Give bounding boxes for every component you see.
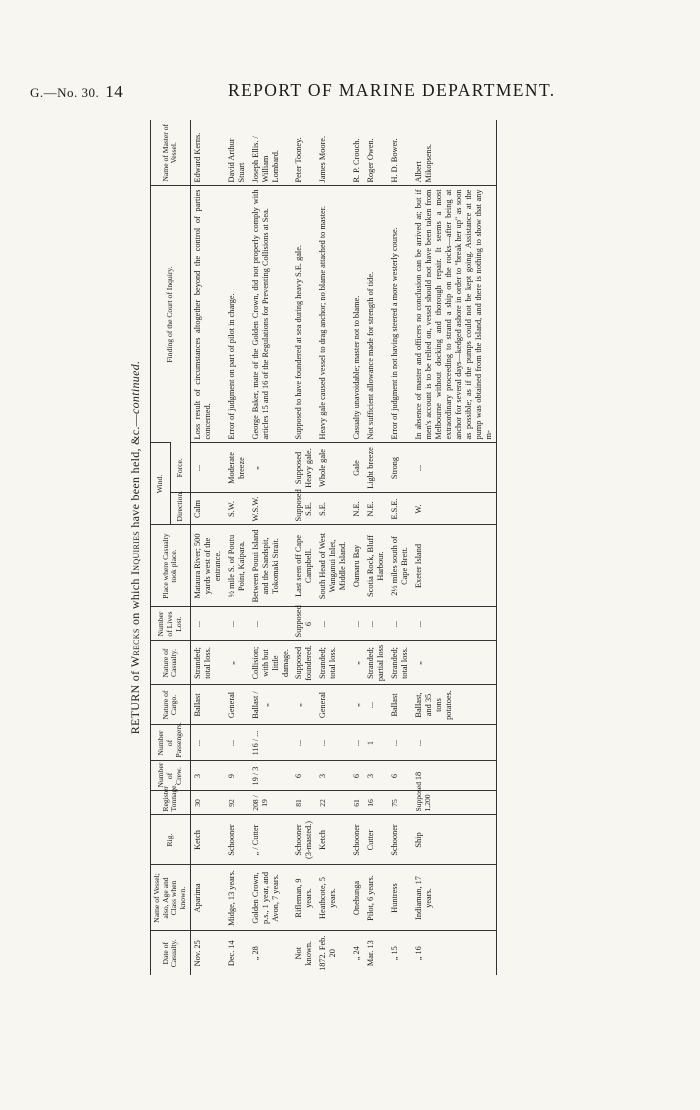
header-wind-force: Force. (170, 443, 190, 493)
header-rig: Rig. (151, 815, 191, 865)
wind-direction-cell: Supposed S.E. (292, 493, 316, 525)
cargo-cell: General (316, 685, 350, 725)
tonnage-cell: 208 / 19 (249, 791, 293, 815)
place-cell: Mataura River; 500 yards west of the entrance. (190, 525, 224, 607)
cargo-cell: Ballast / „ (249, 685, 293, 725)
crew-cell: 6 (388, 761, 412, 791)
casualty-cell: „ (225, 641, 249, 685)
wind-direction-cell: S.W. (225, 493, 249, 525)
passengers-cell: ... (350, 725, 364, 761)
place-cell: South Head of West Wanganui Inlet, Middle Island. (316, 525, 350, 607)
header-place: Place where Casualty took place. (151, 525, 191, 607)
tonnage-cell: 61 (350, 791, 364, 815)
casualty-cell: Stranded; partial loss (364, 641, 388, 685)
vessel-cell: Indiaman, 17 years. (412, 865, 496, 931)
casualty-cell: Collision; with but little damage. (249, 641, 293, 685)
wind-direction-cell: W. (412, 493, 496, 525)
master-cell: Roger Owen. (366, 138, 376, 183)
header-wind-direction: Direction. (170, 493, 190, 525)
rig-cell: Ketch (190, 815, 224, 865)
rig-cell: Schooner (350, 815, 364, 865)
date-cell: Dec. 14 (225, 931, 249, 975)
passengers-cell: ... (292, 725, 316, 761)
wrecks-table (150, 120, 497, 975)
table-row (350, 120, 364, 975)
lives-lost-cell: ... (225, 607, 249, 641)
rig-cell: Ship (412, 815, 496, 865)
passengers-cell: ... (190, 725, 224, 761)
master-cell: Albert Mikopsens. (412, 120, 496, 186)
wind-direction-cell: N.E. (364, 493, 388, 525)
vessel-cell: Midge, 13 years. (225, 865, 249, 931)
header-passengers: Number of Passengers. (151, 725, 191, 761)
table-row (225, 120, 249, 975)
passengers-cell: 116 / ... (249, 725, 293, 761)
passengers-cell: ... (412, 725, 496, 761)
rig-cell: Schooner (225, 815, 249, 865)
rotated-return-table (128, 120, 643, 975)
cargo-cell: „ (292, 685, 316, 725)
document-reference: G.—No. 30. 14 (30, 82, 124, 101)
cargo-cell: „ (350, 685, 364, 725)
casualty-cell: „ (350, 641, 364, 685)
table-row (412, 120, 496, 975)
date-cell: Nov. 25 (190, 931, 224, 975)
crew-cell: 3 (190, 761, 224, 791)
master-cell: Peter Tooney. (294, 137, 304, 183)
master-cell: H. D. Bower. (390, 138, 400, 183)
rig-cell: Schooner (3-masted.) (292, 815, 316, 865)
wind-force-cell: Supposed Heavy gale. (292, 443, 316, 493)
header-casualty: Nature of Casualty. (151, 641, 191, 685)
crew-cell: 18 (412, 761, 496, 791)
casualty-cell: Stranded; total loss. (316, 641, 350, 685)
date-cell: „ 15 (388, 931, 412, 975)
wind-direction-cell: W.S.W. (249, 493, 293, 525)
wind-force-cell: ... (412, 443, 496, 493)
wind-force-cell: Strong (388, 443, 412, 493)
cargo-cell: General (225, 685, 249, 725)
crew-cell: 3 (364, 761, 388, 791)
wind-direction-cell: E.S.E. (388, 493, 412, 525)
passengers-cell: 1 (364, 725, 388, 761)
report-title: REPORT OF MARINE DEPARTMENT. (228, 80, 556, 100)
cargo-cell: Ballast (190, 685, 224, 725)
cargo-cell: Ballast (388, 685, 412, 725)
place-cell: Exeter Island (412, 525, 496, 607)
passengers-cell: ... (316, 725, 350, 761)
table-row (292, 120, 316, 975)
rig-cell: Ketch (316, 815, 350, 865)
table-row (364, 120, 388, 975)
table-row (316, 120, 350, 975)
wind-direction-cell: N.E. (350, 493, 364, 525)
master-cell: R. P. Crouch. (352, 138, 362, 183)
tonnage-cell: 16 (364, 791, 388, 815)
tonnage-cell: 92 (225, 791, 249, 815)
place-cell: Last seen off Cape Campbell. (292, 525, 316, 607)
wind-direction-cell: S.E. (316, 493, 350, 525)
lives-lost-cell: ... (364, 607, 388, 641)
wind-force-cell: ... (190, 443, 224, 493)
casualty-cell: Stranded; total loss. (190, 641, 224, 685)
header-tonnage: Register Tonnage. (151, 791, 191, 815)
wind-force-cell: Moderate breeze (225, 443, 249, 493)
date-cell: „ 16 (412, 931, 496, 975)
place-cell: 2½ miles south of Cape Brett. (388, 525, 412, 607)
wind-direction-cell: Calm (190, 493, 224, 525)
crew-cell: 19 / 3 (249, 761, 293, 791)
lives-lost-cell: ... (316, 607, 350, 641)
table-caption: RETURN of Wrecks on which Inquiries have been held, &c.—continued. (128, 360, 142, 735)
finding-cell: Supposed to have foundered at sea during heavy S.E. gale. (292, 186, 316, 443)
place-cell: ½ mile S. of Poutu Point, Kaipara. (225, 525, 249, 607)
vessel-cell: Aparima (190, 865, 224, 931)
cargo-cell: ... (364, 685, 388, 725)
header-vessel: Name of Vessel; also, Age and Class when known. (151, 865, 191, 931)
wind-force-cell: Light breeze (364, 443, 388, 493)
header-cargo: Nature of Cargo. (151, 685, 191, 725)
header-master: Name of Master of Vessel. (151, 120, 191, 186)
vessel-cell: Huntress (388, 865, 412, 931)
lives-lost-cell: ... (388, 607, 412, 641)
date-cell: „ 24 (350, 931, 364, 975)
lives-lost-cell: ... (190, 607, 224, 641)
vessel-cell: Rifleman, 9 years. (292, 865, 316, 931)
page-number: 14 (105, 82, 124, 101)
master-cell: Edward Kerns. (192, 132, 202, 183)
rig-cell: Schooner (388, 815, 412, 865)
finding-cell: Error of judgment in not having steered a more westerly course. (388, 186, 412, 443)
header-finding: Finding of the Court of Inquiry. (151, 186, 191, 443)
wind-force-cell: Gale (350, 443, 364, 493)
rig-cell: Cutter (364, 815, 388, 865)
tonnage-cell: 75 (388, 791, 412, 815)
table-row (249, 120, 293, 975)
finding-cell: Not sufficient allowance made for strength of tide. (364, 186, 388, 443)
wind-force-cell: Whole gale (316, 443, 350, 493)
finding-cell: Casualty unavoidable; master not to blame. (350, 186, 364, 443)
lives-lost-cell: ... (249, 607, 293, 641)
header-date: Date of Casualty. (151, 931, 191, 975)
tonnage-cell: 81 (292, 791, 316, 815)
lives-lost-cell: Supposed 6 (292, 607, 316, 641)
table-row (190, 120, 224, 975)
tonnage-cell: 22 (316, 791, 350, 815)
crew-cell: 6 (350, 761, 364, 791)
finding-cell: Loss result of circumstances altogether beyond the control of parties concerned. (190, 186, 224, 443)
cargo-cell: Ballast, and 35 tons potatoes. (412, 685, 496, 725)
header-wind: Wind. (151, 443, 171, 525)
finding-cell: George Baker, mate of the Golden Crown, did not properly comply with articles 15 and 16 of the Regulations for Preventing Collisions at Sea. (249, 186, 293, 443)
vessel-cell: Onehunga (350, 865, 364, 931)
vessel-cell: Heathcote, 5 years. (316, 865, 350, 931)
crew-cell: 3 (316, 761, 350, 791)
tonnage-cell: Supposed 1,200 (412, 791, 496, 815)
master-cell: David Arthur Stuart (226, 138, 246, 183)
finding-cell: Heavy gale caused vessel to drag anchor; no blame attached to master. (316, 186, 350, 443)
date-cell: „ 28 (249, 931, 293, 975)
vessel-cell: Pilot, 6 years. (364, 865, 388, 931)
passengers-cell: ... (225, 725, 249, 761)
crew-cell: 9 (225, 761, 249, 791)
casualty-cell: Supposed foundered. (292, 641, 316, 685)
header-crew: Number of Crew. (151, 761, 191, 791)
tonnage-cell: 30 (190, 791, 224, 815)
master-cell: James Moore. (318, 135, 328, 183)
crew-cell: 6 (292, 761, 316, 791)
vessel-cell: Golden Crown, p.s., 1 year, and Avon, 7 years. (249, 865, 293, 931)
date-cell: Mar. 13 (364, 931, 388, 975)
place-cell: Scotia Rock, Bluff Harbour. (364, 525, 388, 607)
wind-force-cell: „ (249, 443, 293, 493)
header-lives: Number of Lives Lost. (151, 607, 191, 641)
master-cell: Joseph Ellis. / William Lombard. (250, 136, 280, 183)
casualty-cell: Stranded; total loss. (388, 641, 412, 685)
lives-lost-cell: ... (350, 607, 364, 641)
lives-lost-cell: ... (412, 607, 496, 641)
casualty-cell: „ (412, 641, 496, 685)
finding-cell: Error of judgment on part of pilot in charge. (225, 186, 249, 443)
table-row (388, 120, 412, 975)
passengers-cell: ... (388, 725, 412, 761)
date-cell: Not known. (292, 931, 316, 975)
place-cell: Oamaru Bay (350, 525, 364, 607)
date-cell: 1872. Feb. 20 (316, 931, 350, 975)
rig-cell: „ / Cutter (249, 815, 293, 865)
page-header (0, 78, 700, 102)
place-cell: Between Pouui Island and the Sandspit, Tokomaki Strait. (249, 525, 293, 607)
finding-cell: In absence of master and officers no conclusion can be arrived at; but if men's account is to be relied on, vessel should not have been taken from Melbourne without docking and thorough repair. It seems a most extraordinary proceeding to strand a ship on the rocks—after being at anchor for several days—kedged ashore in order to "break her up" as soon as possible; as if the pumps could not be kept going. Assistance at the pump was obtained from the Island, and there is nothing to show that any m- (412, 186, 496, 443)
